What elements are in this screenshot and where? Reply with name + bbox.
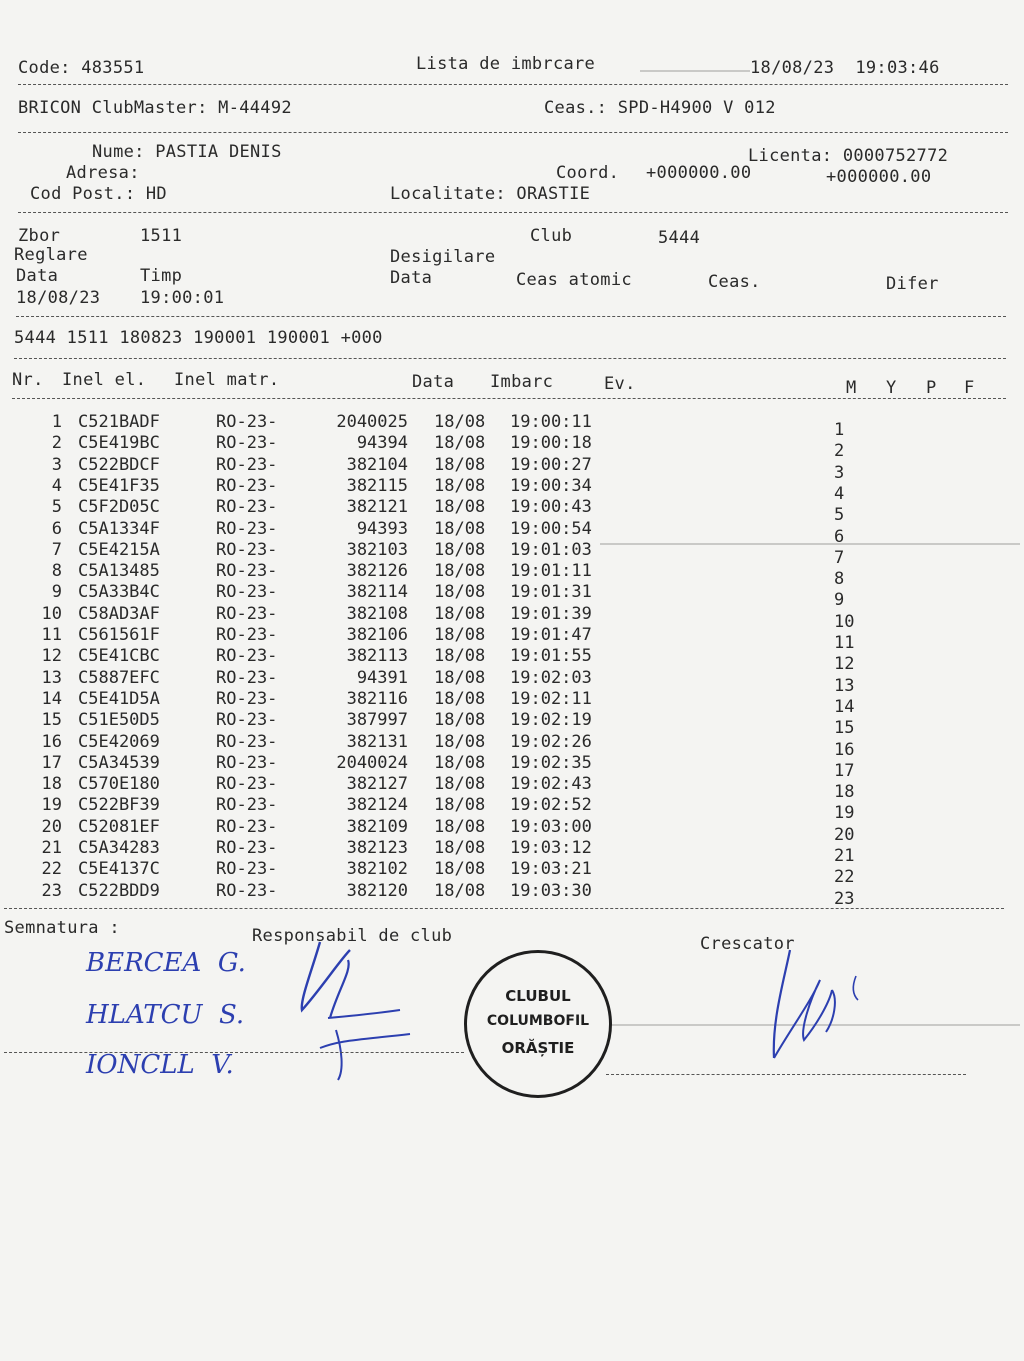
col-inel-el: Inel el. [62,370,147,390]
cell-nr: 4 [51,475,62,496]
cell-time: 19:02:19 [510,710,592,731]
cell-nr: 16 [41,731,62,752]
set-date: 18/08/23 [16,288,101,308]
cell-time: 19:01:55 [510,646,592,667]
cell-time: 19:00:43 [510,497,592,518]
cell-inel-matr: 387997 [346,710,408,731]
flight-label: Zbor [18,226,61,246]
club-responsible-label: Responsabil de club [252,926,453,946]
cell-time: 19:03:30 [510,880,592,901]
cell-inel-matr: 94393 [356,518,408,539]
cell-inel-prefix: RO-23- [216,710,278,731]
cell-inel-matr: 382109 [346,816,408,837]
col-f: F [964,378,975,398]
cell-time: 19:03:21 [510,859,592,880]
cell-time: 19:02:35 [510,752,592,773]
cell-inel-el: C522BDD9 [78,880,160,901]
cell-inel-prefix: RO-23- [216,752,278,773]
cell-inel-prefix: RO-23- [216,433,278,454]
cell-date: 18/08 [434,433,486,454]
table-row [20,454,1010,483]
desigilare-label: Desigilare [390,247,496,267]
cell-time: 19:02:03 [510,667,592,688]
cell-inel-matr: 382116 [346,688,408,709]
cell-inel-prefix: RO-23- [216,688,278,709]
reglare-label: Reglare [14,245,88,265]
signature-responsible [280,930,440,1090]
table-row [20,688,1010,717]
clock-col-label: Ceas. [708,272,761,292]
time-label: Timp [140,266,183,286]
table-row [20,475,1010,504]
cell-inel-el: C522BF39 [78,795,160,816]
cell-time: 19:02:52 [510,795,592,816]
table-row [20,816,1010,845]
cell-inel-matr: 382108 [346,603,408,624]
cell-inel-matr: 382115 [346,475,408,496]
cell-inel-prefix: RO-23- [216,667,278,688]
cell-inel-el: C51E50D5 [78,710,160,731]
cell-date: 18/08 [434,795,486,816]
breeder-label: Crescator [700,934,795,954]
table-row [20,433,1010,462]
table-row [20,603,1010,632]
cell-m: 9 [834,590,845,611]
cell-inel-el: C5E4215A [78,539,160,560]
cell-m: 3 [834,462,845,483]
cell-inel-el: C570E180 [78,774,160,795]
cell-time: 19:02:26 [510,731,592,752]
cell-inel-matr: 382114 [346,582,408,603]
cell-date: 18/08 [434,880,486,901]
divider [4,908,1004,909]
divider [18,84,1008,85]
stamp-line: CLUBUL [505,987,571,1005]
cell-inel-el: C5A34539 [78,752,160,773]
cell-time: 19:00:34 [510,475,592,496]
cell-date: 18/08 [434,561,486,582]
cell-nr: 20 [41,816,62,837]
address-label: Adresa: [66,163,140,183]
cell-date: 18/08 [434,838,486,858]
coord-label: Coord. [556,163,620,183]
difference-label: Difer [886,274,939,294]
cell-m: 18 [834,782,855,803]
divider [18,132,1008,133]
cell-date: 18/08 [434,475,486,496]
stamp-line: COLUMBOFIL [486,1013,590,1029]
cell-inel-prefix: RO-23- [216,859,278,880]
cell-inel-prefix: RO-23- [216,518,278,539]
cell-inel-matr: 382106 [346,625,408,645]
cell-nr: 7 [51,539,62,560]
cell-inel-el: C5E41CBC [78,646,160,667]
divider [18,212,1008,213]
coord-y: +000000.00 [826,167,932,187]
table-row [20,561,1010,590]
cell-date: 18/08 [434,454,486,475]
cell-inel-prefix: RO-23- [216,475,278,496]
cell-nr: 15 [41,710,62,731]
table-row [20,582,1010,611]
col-ev: Ev. [604,374,636,394]
cell-date: 18/08 [434,859,486,880]
cell-inel-matr: 2040025 [336,412,408,432]
cell-inel-el: C521BADF [78,412,160,432]
cell-nr: 8 [51,561,62,582]
table-row [20,752,1010,781]
cell-time: 19:00:11 [510,412,592,432]
coord-x: +000000.00 [646,163,752,183]
cell-m: 13 [834,675,855,696]
cell-inel-matr: 382113 [346,646,408,667]
cell-time: 19:03:00 [510,816,592,837]
cell-m: 6 [834,526,845,547]
signature-label: Semnatura : [4,918,120,938]
club-number: 5444 [658,228,701,248]
divider [12,398,1006,399]
col-y: Y [886,378,897,398]
owner-name: Nume: PASTIA DENIS [92,142,282,162]
cell-m: 15 [834,718,855,739]
handwritten-name: IONCLL V. [86,1050,234,1080]
divider [14,358,1006,359]
date-label: Data [16,266,59,286]
cell-time: 19:01:11 [510,561,592,582]
cell-nr: 5 [51,497,62,518]
cell-m: 7 [834,547,845,568]
cell-inel-el: C5F2D05C [78,497,160,518]
cell-date: 18/08 [434,582,486,603]
cell-inel-matr: 382102 [346,859,408,880]
atomic-clock-label: Ceas atomic [516,270,632,290]
cell-time: 19:01:03 [510,539,592,560]
cell-inel-el: C52081EF [78,816,160,837]
cell-inel-el: C58AD3AF [78,603,160,624]
cell-time: 19:00:54 [510,518,592,539]
cell-time: 19:01:47 [510,625,592,645]
cell-nr: 19 [41,795,62,816]
table-row [20,838,1010,866]
cell-inel-prefix: RO-23- [216,774,278,795]
cell-inel-el: C5A33B4C [78,582,160,603]
cell-nr: 6 [51,518,62,539]
locality: Localitate: ORASTIE [390,184,591,204]
cell-nr: 3 [51,454,62,475]
cell-nr: 11 [41,625,62,645]
cell-date: 18/08 [434,646,486,667]
col-data: Data [412,372,455,392]
col-imbarc: Imbarc [490,372,554,392]
cell-m: 20 [834,824,855,845]
cell-date: 18/08 [434,497,486,518]
cell-time: 19:01:39 [510,603,592,624]
stamp-line: ORĂȘTIE [501,1039,575,1057]
cell-date: 18/08 [434,412,486,432]
table-row [20,880,1010,909]
cell-inel-prefix: RO-23- [216,731,278,752]
cell-m: 12 [834,654,855,675]
cell-inel-el: C5887EFC [78,667,160,688]
cell-time: 19:01:31 [510,582,592,603]
table-row [20,625,1010,653]
cell-inel-el: C5E41F35 [78,475,160,496]
cell-date: 18/08 [434,667,486,688]
flight-number: 1511 [140,226,183,246]
cell-inel-prefix: RO-23- [216,412,278,432]
cell-date: 18/08 [434,603,486,624]
cell-m: 23 [834,888,855,909]
table-row [20,731,1010,760]
cell-inel-prefix: RO-23- [216,795,278,816]
cell-inel-el: C5E41D5A [78,688,160,709]
cell-nr: 1 [51,412,62,432]
cell-inel-prefix: RO-23- [216,625,278,645]
cell-inel-el: C5A1334F [78,518,160,539]
cell-inel-prefix: RO-23- [216,454,278,475]
cell-inel-prefix: RO-23- [216,539,278,560]
cell-m: 11 [834,633,855,653]
code-label: Code: 483551 [18,58,145,78]
license-number: Licenta: 0000752772 [748,146,949,166]
club-stamp [464,950,612,1098]
cell-inel-el: C5E4137C [78,859,160,880]
cell-inel-prefix: RO-23- [216,838,278,858]
cell-date: 18/08 [434,625,486,645]
cell-m: 22 [834,867,855,888]
table-row [20,795,1010,824]
cell-time: 19:00:18 [510,433,592,454]
cell-date: 18/08 [434,774,486,795]
cell-inel-matr: 382103 [346,539,408,560]
table-row [20,412,1010,440]
cell-inel-prefix: RO-23- [216,603,278,624]
cell-nr: 12 [41,646,62,667]
cell-nr: 9 [51,582,62,603]
cell-inel-matr: 382120 [346,880,408,901]
summary-code-line: 5444 1511 180823 190001 190001 +000 [14,328,383,348]
cell-inel-prefix: RO-23- [216,561,278,582]
cell-m: 14 [834,696,855,717]
cell-m: 1 [834,420,845,440]
cell-nr: 10 [41,603,62,624]
cell-m: 5 [834,505,845,526]
cell-inel-matr: 382127 [346,774,408,795]
print-datetime: 18/08/23 19:03:46 [750,58,940,78]
cell-inel-el: C5E419BC [78,433,160,454]
cell-time: 19:02:11 [510,688,592,709]
cell-nr: 22 [41,859,62,880]
col-p: P [926,378,937,398]
postal-code: Cod Post.: HD [30,184,167,204]
table-row [20,539,1010,568]
cell-inel-el: C5A34283 [78,838,160,858]
table-row [20,667,1010,696]
cell-nr: 14 [41,688,62,709]
club-label: Club [530,226,573,246]
cell-inel-matr: 382104 [346,454,408,475]
cell-time: 19:02:43 [510,774,592,795]
cell-nr: 2 [51,433,62,454]
cell-nr: 21 [41,838,62,858]
cell-date: 18/08 [434,752,486,773]
cell-date: 18/08 [434,518,486,539]
divider [16,316,1006,317]
cell-m: 8 [834,569,845,590]
table-row [20,774,1010,803]
cell-date: 18/08 [434,688,486,709]
table-row [20,859,1010,888]
cell-date: 18/08 [434,816,486,837]
cell-inel-matr: 94394 [356,433,408,454]
col-m: M [846,378,857,398]
cell-inel-el: C5A13485 [78,561,160,582]
document-title: Lista de imbrcare [416,54,596,74]
cell-inel-prefix: RO-23- [216,497,278,518]
cell-m: 10 [834,611,855,632]
table-row [20,518,1010,547]
cell-date: 18/08 [434,539,486,560]
cell-nr: 13 [41,667,62,688]
handwritten-name: BERCEA G. [86,948,246,978]
cell-m: 4 [834,483,845,504]
cell-inel-prefix: RO-23- [216,582,278,603]
unseal-date-label: Data [390,268,433,288]
cell-inel-el: C561561F [78,625,160,645]
table-row [20,497,1010,526]
signature-breeder [760,940,880,1070]
handwritten-name: HLATCU S. [86,1000,245,1030]
cell-inel-matr: 94391 [356,667,408,688]
cell-inel-matr: 382124 [346,795,408,816]
cell-inel-matr: 382126 [346,561,408,582]
cell-nr: 23 [41,880,62,901]
cell-m: 2 [834,441,845,462]
cell-inel-prefix: RO-23- [216,646,278,667]
cell-inel-matr: 382121 [346,497,408,518]
cell-m: 21 [834,846,855,866]
clock-label: Ceas.: SPD-H4900 V 012 [544,98,776,118]
cell-nr: 17 [41,752,62,773]
cell-inel-matr: 382123 [346,838,408,858]
table-row [20,646,1010,675]
cell-time: 19:00:27 [510,454,592,475]
cell-inel-matr: 2040024 [336,752,408,773]
table-row [20,710,1010,739]
print-streak [640,70,750,72]
cell-m: 17 [834,760,855,781]
cell-m: 16 [834,739,855,760]
cell-inel-el: C5E42069 [78,731,160,752]
col-nr: Nr. [12,370,44,390]
set-time: 19:00:01 [140,288,225,308]
divider [606,1074,966,1075]
divider [4,1052,464,1053]
cell-m: 19 [834,803,855,824]
cell-date: 18/08 [434,731,486,752]
cell-inel-el: C522BDCF [78,454,160,475]
device-label: BRICON ClubMaster: M-44492 [18,98,292,118]
cell-inel-prefix: RO-23- [216,880,278,901]
cell-inel-prefix: RO-23- [216,816,278,837]
cell-nr: 18 [41,774,62,795]
cell-date: 18/08 [434,710,486,731]
cell-time: 19:03:12 [510,838,592,858]
cell-inel-matr: 382131 [346,731,408,752]
col-inel-matr: Inel matr. [174,370,280,390]
